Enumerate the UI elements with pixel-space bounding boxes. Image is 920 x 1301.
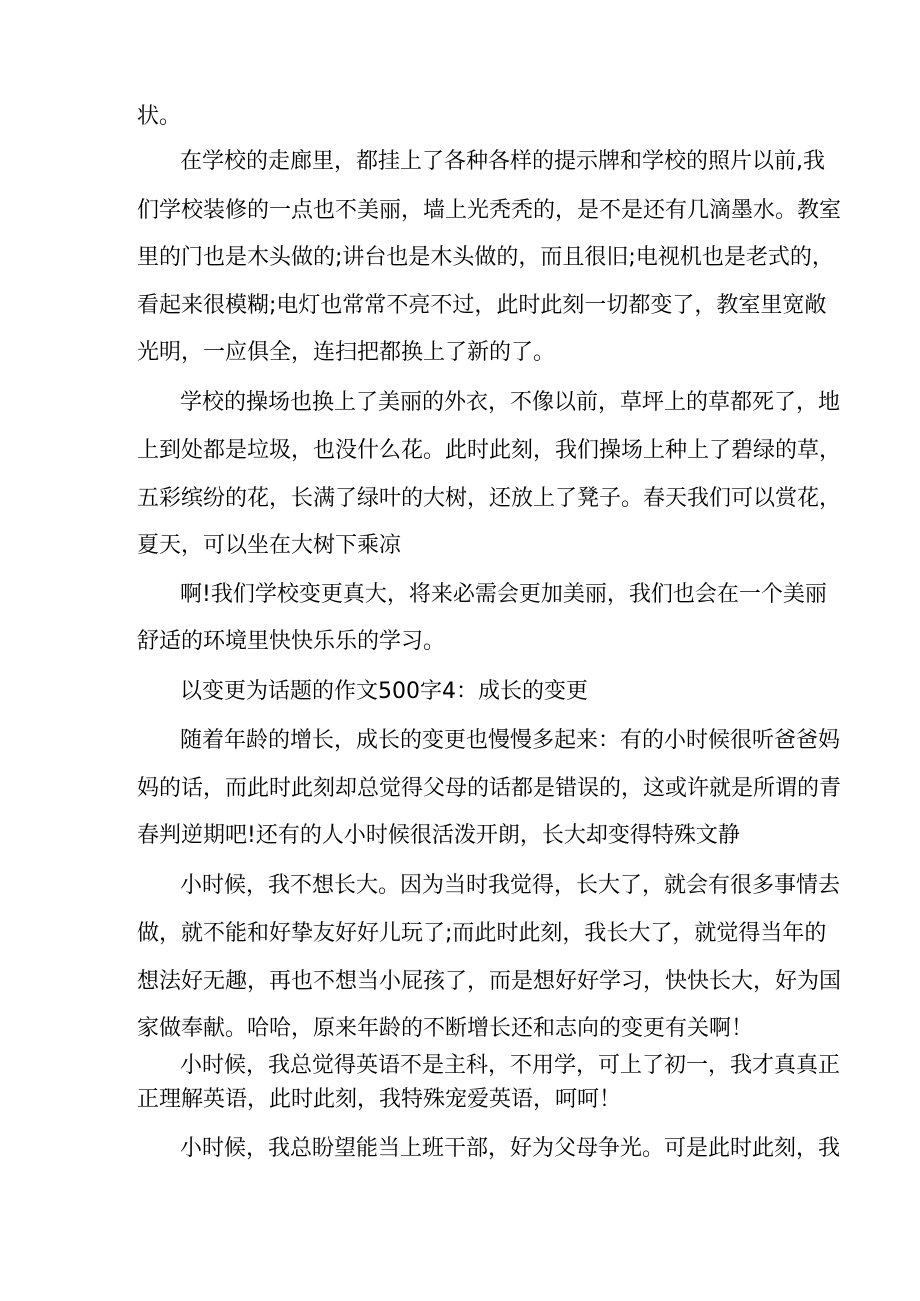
text-line: 想法好无趣，再也不想当小屁孩了，而是想好好学习，快快长大，好为国 <box>137 969 842 994</box>
paragraph-line: 随着年龄的增长，成长的变更也慢慢多起来：有的小时候很听爸爸妈 <box>180 728 841 753</box>
paragraph-line: 啊!我们学校变更真大，将来必需会更加美丽，我们也会在一个美丽 <box>180 582 827 607</box>
section-heading: 以变更为话题的作文500字4：成长的变更 <box>180 679 588 704</box>
text-line: 五彩缤纷的花，长满了绿叶的大树，还放上了凳子。春天我们可以赏花， <box>137 486 842 511</box>
text-line: 上到处都是垃圾，也没什么花。此时此刻，我们操场上种上了碧绿的草， <box>137 438 842 463</box>
text-line: 做，就不能和好挚友好好儿玩了;而此时此刻，我长大了，就觉得当年的 <box>137 921 827 946</box>
text-line: 春判逆期吧!还有的人小时候很活泼开朗，长大却变得特殊文静 <box>137 823 740 848</box>
text-line: 们学校装修的一点也不美丽，墙上光秃秃的，是不是还有几滴墨水。教室 <box>137 198 842 223</box>
text-line: 夏天，可以坐在大树下乘凉 <box>137 533 402 558</box>
paragraph-line: 小时候，我不想长大。因为当时我觉得，长大了，就会有很多事情去 <box>180 873 841 898</box>
text-line: 光明，一应俱全，连扫把都换上了新的了。 <box>137 340 556 365</box>
text-line: 里的门也是木头做的;讲台也是木头做的，而且很旧;电视机也是老式的， <box>137 245 834 270</box>
paragraph-line: 学校的操场也换上了美丽的外衣，不像以前，草坪上的草都死了，地 <box>180 390 841 415</box>
paragraph-line: 小时候，我总觉得英语不是主科，不用学，可上了初一，我才真真正 <box>180 1053 841 1078</box>
text-line: 家做奉献。哈哈，原来年龄的不断增长还和志向的变更有关啊！ <box>137 1016 754 1041</box>
text-line: 妈的话，而此时此刻却总觉得父母的话都是错误的，这或许就是所谓的青 <box>137 776 842 801</box>
text-line: 正理解英语，此时此刻，我特殊宠爱英语，呵呵！ <box>137 1087 622 1112</box>
text-line: 状。 <box>137 104 182 129</box>
text-line: 舒适的环境里快快乐乐的学习。 <box>137 629 446 654</box>
paragraph-line: 在学校的走廊里，都挂上了各种各样的提示牌和学校的照片以前,我 <box>180 149 825 174</box>
paragraph-line: 小时候，我总盼望能当上班干部，好为父母争光。可是此时此刻，我 <box>180 1136 841 1161</box>
text-line: 看起来很模糊;电灯也常常不亮不过，此时此刻一切都变了，教室里宽敞 <box>137 293 827 318</box>
